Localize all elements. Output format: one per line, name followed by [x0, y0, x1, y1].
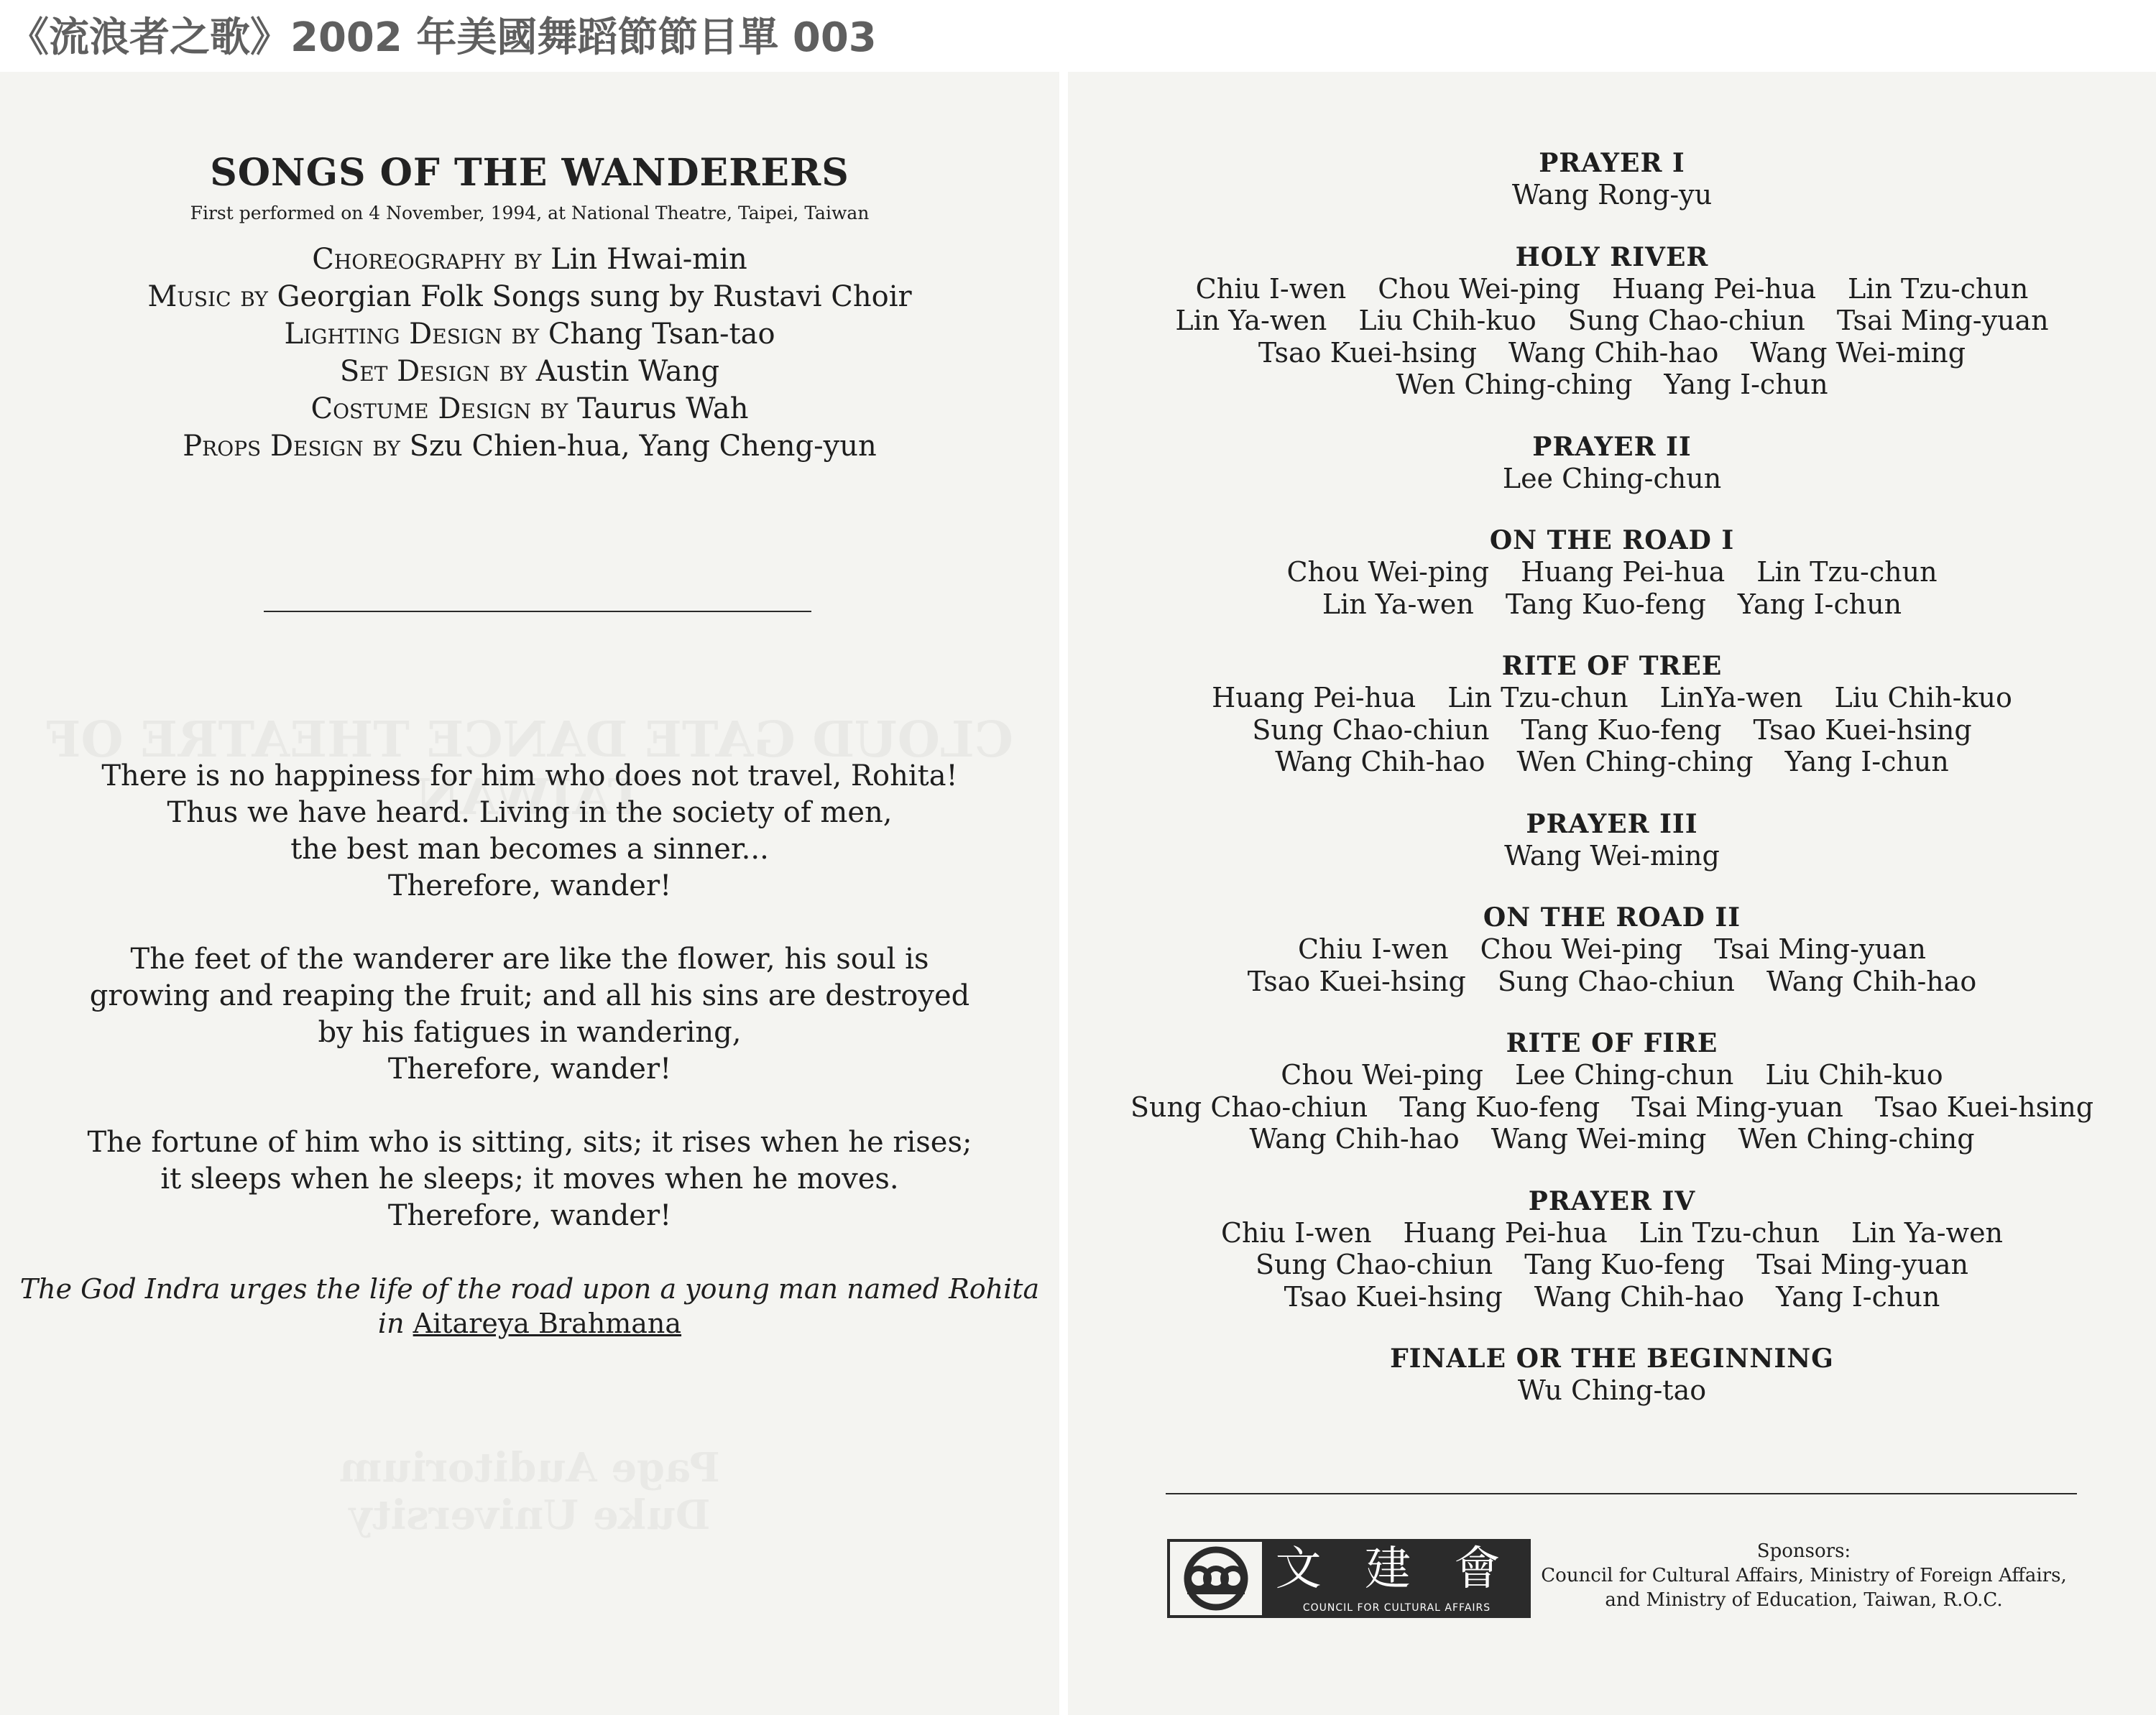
dancer-list [1068, 273, 2156, 401]
dancer-name: Lin Ya-wen [1175, 305, 1327, 336]
dancer-name: Tsao Kuei-hsing [1247, 965, 1466, 997]
dancer-list [1068, 840, 2156, 872]
dancer-name: Chiu I-wen [1220, 1216, 1372, 1249]
dancer-list [1068, 1059, 2156, 1155]
dancer-list [1068, 556, 2156, 620]
dancer-row [1068, 1091, 2156, 1124]
dancer-name: Yang I-chun [1784, 746, 1949, 777]
dancer-row [1068, 273, 2156, 305]
dancer-row [1068, 588, 2156, 621]
dancer-name: Tsai Ming-yuan [1631, 1091, 1843, 1123]
dancer-row [1068, 369, 2156, 401]
program-section [1068, 902, 2156, 997]
dancer-row [1068, 746, 2156, 778]
section-title: HOLY RIVER [1515, 241, 1709, 272]
credit-line: Props Design by Szu Chien-hua, Yang Cheng-yun [183, 430, 877, 463]
dancer-name: Sung Chao-chiun [1256, 1249, 1493, 1280]
section-title: ON THE ROAD I [1489, 525, 1735, 555]
dancer-name: Chou Wei-ping [1480, 933, 1683, 965]
dancer-name: Tang Kuo-feng [1505, 588, 1706, 620]
poem-stanza: The fortune of him who is sitting, sits; it rises when he rises; it sleeps when he sleeps; it moves when he moves. Therefore, wander! [87, 1126, 972, 1232]
dancer-name: Sung Chao-chiun [1252, 713, 1490, 746]
dancer-name: Chou Wei-ping [1378, 272, 1580, 305]
sponsors-line: Council for Cultural Affairs, Ministry of Foreign Affairs, [1541, 1565, 2067, 1586]
header-bar [0, 0, 2156, 72]
dancer-name: Lin Ya-wen [1322, 588, 1474, 620]
credit-line: Set Design by Austin Wang [339, 355, 720, 388]
source-title: Aitareya Brahmana [413, 1308, 682, 1339]
divider [1166, 1493, 2077, 1494]
dancer-row [1068, 556, 2156, 588]
dancer-name: Tsao Kuei-hsing [1258, 336, 1478, 369]
dancer-name: Yang I-chun [1664, 369, 1828, 400]
dancer-name: Lin Tzu-chun [1848, 272, 2029, 305]
dancer-list [1068, 1374, 2156, 1407]
dancer-name: Lin Ya-wen [1851, 1216, 2004, 1249]
dancer-row [1068, 463, 2156, 495]
dancer-name: Tsao Kuei-hsing [1874, 1091, 2094, 1123]
dancer-row [1068, 179, 2156, 211]
sponsors-label: Sponsors: [1756, 1540, 1851, 1562]
dancer-row [1068, 933, 2156, 966]
page-gutter [1059, 72, 1068, 1715]
dancer-name: Chou Wei-ping [1281, 1059, 1483, 1091]
dancer-row [1068, 337, 2156, 369]
dancer-name: Lee Ching-chun [1515, 1059, 1734, 1091]
poem-stanza: There is no happiness for him who does not travel, Rohita! Thus we have heard. Living in the society of men, the best man becomes a sinner... Therefore, wander! [101, 759, 958, 902]
dancer-name: Lin Tzu-chun [1447, 682, 1628, 713]
dancer-name: Huang Pei-hua [1403, 1216, 1608, 1249]
dancer-name: LinYa-wen [1659, 682, 1803, 713]
dancer-list [1068, 179, 2156, 211]
dancer-name: Yang I-chun [1776, 1280, 1940, 1313]
dancer-list [1068, 933, 2156, 997]
logo-characters: 文 建 會 [1275, 1543, 1515, 1596]
dancer-name: Tsao Kuei-hsing [1753, 713, 1972, 746]
section-title: PRAYER I [1539, 148, 1685, 178]
dancer-name: Liu Chih-kuo [1765, 1059, 1943, 1091]
dancer-row [1068, 714, 2156, 746]
dancer-row [1068, 682, 2156, 714]
section-title: PRAYER IV [1528, 1185, 1696, 1216]
document-title: 《流浪者之歌》2002 年美國舞蹈節節目單 003 [9, 14, 877, 61]
dancer-row [1068, 1059, 2156, 1091]
dancer-name: Sung Chao-chiun [1130, 1091, 1368, 1123]
dancer-row [1068, 966, 2156, 998]
dancer-row [1068, 1217, 2156, 1249]
program-listing [1068, 147, 2156, 1437]
program-title: SONGS OF THE WANDERERS [210, 151, 849, 195]
dancer-name: Wang Chih-hao [1766, 965, 1977, 997]
section-title: FINALE OR THE BEGINNING [1390, 1344, 1834, 1374]
dancer-name: Wu Ching-tao [1517, 1374, 1707, 1406]
dancer-name: Wang Chih-hao [1534, 1280, 1745, 1313]
poem-stanza: The feet of the wanderer are like the flower, his soul is growing and reaping the fruit; and all his sins are destroyed by his fatigues in wandering, Therefore, wander! [89, 943, 970, 1086]
cca-emblem-icon [1170, 1542, 1262, 1615]
dancer-name: Liu Chih-kuo [1834, 682, 2012, 713]
dancer-name: Tsai Ming-yuan [1836, 305, 2049, 336]
section-title: RITE OF FIRE [1506, 1028, 1718, 1058]
dancer-name: Wang Chih-hao [1249, 1123, 1460, 1155]
cca-logo [1167, 1539, 1531, 1618]
dancer-name: Huang Pei-hua [1521, 556, 1726, 588]
dancer-name: Chou Wei-ping [1286, 556, 1490, 588]
dancer-name: Lin Tzu-chun [1639, 1216, 1820, 1249]
dancer-name: Chiu I-wen [1195, 272, 1347, 305]
dancer-row [1068, 305, 2156, 337]
program-section [1068, 524, 2156, 620]
dancer-name: Wen Ching-ching [1516, 746, 1754, 777]
dancer-name: Tang Kuo-feng [1399, 1091, 1600, 1123]
dancer-name: Tsao Kuei-hsing [1284, 1280, 1503, 1313]
dancer-name: Huang Pei-hua [1611, 272, 1817, 305]
dancer-name: Tsai Ming-yuan [1756, 1249, 1968, 1280]
program-section [1068, 650, 2156, 778]
credit-line: Music by Georgian Folk Songs sung by Rustavi Choir [147, 280, 912, 313]
credits-block [0, 241, 1059, 465]
program-subtitle: First performed on 4 November, 1994, at National Theatre, Taipei, Taiwan [190, 203, 870, 223]
dancer-name: Lee Ching-chun [1502, 462, 1722, 494]
dancer-row [1068, 840, 2156, 872]
program-section [1068, 808, 2156, 872]
dancer-list [1068, 682, 2156, 778]
credit-line: Costume Design by Taurus Wah [310, 392, 749, 425]
dancer-name: Chiu I-wen [1297, 933, 1449, 965]
dancer-name: Liu Chih-kuo [1358, 305, 1537, 336]
show-through-text [0, 1444, 1059, 1539]
poem-attribution: The God Indra urges the life of the road upon a young man named Rohita in Aitareya Brahmana [19, 1273, 1040, 1339]
dancer-name: Wang Chih-hao [1275, 746, 1485, 777]
credit-line: Choreography by Lin Hwai-min [312, 243, 747, 276]
dancer-name: Wang Wei-ming [1750, 336, 1966, 369]
logo-caption: COUNCIL FOR CULTURAL AFFAIRS [1302, 1602, 1491, 1614]
section-title: PRAYER III [1526, 808, 1698, 839]
dancer-list [1068, 1217, 2156, 1313]
dancer-name: Tsai Ming-yuan [1714, 933, 1927, 965]
dancer-row [1068, 1123, 2156, 1155]
dancer-row [1068, 1374, 2156, 1407]
dancer-name: Yang I-chun [1737, 588, 1902, 620]
program-section [1068, 147, 2156, 211]
program-section [1068, 1027, 2156, 1155]
dancer-row [1068, 1281, 2156, 1313]
program-section [1068, 1343, 2156, 1407]
program-section [1068, 431, 2156, 495]
sponsors-line: and Ministry of Education, Taiwan, R.O.C. [1605, 1589, 2003, 1611]
dancer-name: Lin Tzu-chun [1756, 556, 1938, 588]
dancer-name: Sung Chao-chiun [1567, 305, 1805, 336]
dancer-name: Wang Wei-ming [1504, 839, 1720, 872]
program-section [1068, 241, 2156, 401]
dancer-name: Wang Wei-ming [1491, 1123, 1707, 1155]
dancer-name: Wen Ching-ching [1396, 369, 1633, 400]
dancer-name: Huang Pei-hua [1212, 682, 1416, 713]
credit-line: Lighting Design by Chang Tsan-tao [284, 318, 775, 351]
sponsors-block [1538, 1539, 2070, 1612]
dancer-name: Tang Kuo-feng [1524, 1249, 1726, 1280]
dancer-list [1068, 463, 2156, 495]
dancer-name: Wang Rong-yu [1511, 179, 1713, 211]
dancer-name: Wen Ching-ching [1738, 1123, 1975, 1155]
program-section [1068, 1185, 2156, 1313]
dancer-name: Wang Chih-hao [1508, 336, 1719, 369]
dancer-name: Sung Chao-chiun [1497, 965, 1735, 997]
section-title: ON THE ROAD II [1483, 902, 1741, 933]
section-title: RITE OF TREE [1501, 651, 1723, 681]
section-title: PRAYER II [1532, 431, 1692, 462]
dancer-name: Tang Kuo-feng [1521, 713, 1722, 746]
divider [264, 611, 811, 612]
dancer-row [1068, 1249, 2156, 1281]
